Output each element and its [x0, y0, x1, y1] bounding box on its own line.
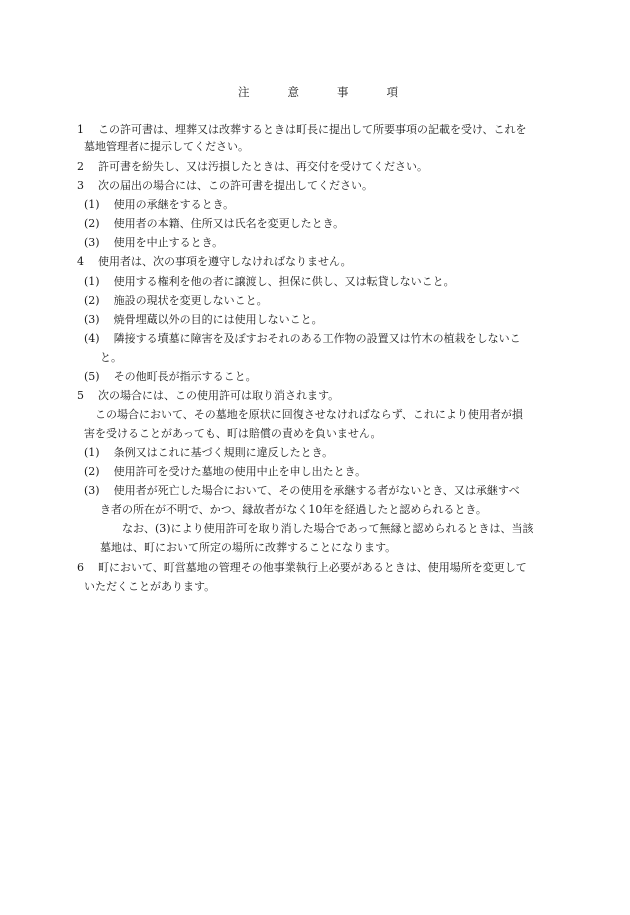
- title-char: 項: [386, 85, 398, 99]
- notice-note-cont: [100, 541, 396, 555]
- subitem-number: (2): [84, 294, 100, 307]
- item-text: 使用者は、次の事項を遵守しなければなりません。: [98, 255, 352, 268]
- item-text: なお、(3)により使用許可を取り消した場合であって無縁と認められるときは、当該: [122, 522, 534, 535]
- notice-item-6: [77, 561, 527, 575]
- notice-subitem: [84, 217, 344, 231]
- item-text: 使用許可を受けた墓地の使用中止を申し出たとき。: [113, 465, 367, 478]
- item-text: 次の届出の場合には、この許可書を提出してください。: [98, 179, 373, 192]
- item-text: 隣接する墳墓に障害を及ぼすおそれのある工作物の設置又は竹木の植栽をしないこ: [113, 332, 521, 345]
- notice-subitem-cont: [100, 351, 122, 365]
- subitem-number: (2): [84, 465, 100, 478]
- item-number: 4: [77, 255, 84, 268]
- item-text: と。: [100, 351, 122, 364]
- subitem-number: (4): [84, 332, 100, 345]
- item-text: この許可書は、埋葬又は改葬するときは町長に提出して所要事項の記載を受け、これを: [98, 123, 527, 136]
- item-text: 墓地管理者に提示してください。: [84, 140, 249, 153]
- item-text: 使用する権利を他の者に譲渡し、担保に供し、又は転貸しないこと。: [113, 275, 455, 288]
- notice-subitem: [84, 332, 521, 346]
- notice-subitem: [84, 370, 257, 384]
- notice-paragraph: [95, 408, 523, 422]
- notice-item-5: [77, 389, 339, 403]
- item-text: その他町長が指示すること。: [113, 370, 257, 383]
- item-text: 使用者の本籍、住所又は氏名を変更したとき。: [113, 217, 345, 230]
- item-text: この場合において、その墓地を原状に回復させなければならず、これにより使用者が損: [95, 408, 523, 421]
- item-number: 5: [77, 389, 84, 402]
- notice-item-2: [77, 160, 428, 174]
- subitem-number: (5): [84, 370, 100, 383]
- item-number: 6: [77, 561, 84, 574]
- item-number: 1: [77, 123, 84, 136]
- notice-subitem: [84, 236, 223, 250]
- subitem-number: (1): [84, 275, 100, 288]
- notice-subitem: [84, 294, 268, 308]
- item-text: 次の場合には、この使用許可は取り消されます。: [98, 389, 340, 402]
- notice-note: [122, 522, 533, 536]
- item-text: いただくことがあります。: [84, 580, 216, 593]
- item-text: 許可書を紛失し、又は汚損したときは、再交付を受けてください。: [98, 160, 428, 173]
- notice-paragraph-cont: [84, 427, 382, 441]
- item-text: 墓地は、町において所定の場所に改葬することになります。: [100, 541, 397, 554]
- notice-subitem: [84, 313, 323, 327]
- title-char: 注: [238, 85, 250, 99]
- notice-subitem: [84, 484, 520, 498]
- subitem-number: (2): [84, 217, 100, 230]
- subitem-number: (3): [84, 313, 100, 326]
- notice-subitem: [84, 275, 455, 289]
- item-text: 使用を中止するとき。: [113, 236, 224, 249]
- notice-item-4: [77, 255, 352, 269]
- title-char: 事: [337, 85, 349, 99]
- item-text: き者の所在が不明で、かつ、縁故者がなく10年を経過したと認められるとき。: [100, 503, 487, 516]
- notice-subitem-cont: [100, 503, 487, 517]
- item-text: 使用者が死亡した場合において、その使用を承継する者がないとき、又は承継すべ: [113, 484, 520, 497]
- item-text: 施設の現状を変更しないこと。: [113, 294, 268, 307]
- notice-item-3: [77, 179, 373, 193]
- notice-item-1-cont: [84, 140, 249, 154]
- subitem-number: (3): [84, 236, 100, 249]
- item-text: 条例又はこれに基づく規則に違反したとき。: [113, 446, 334, 459]
- notice-subitem: [84, 465, 366, 479]
- subitem-number: (1): [84, 198, 100, 211]
- notice-item-6-cont: [84, 580, 215, 594]
- subitem-number: (1): [84, 446, 100, 459]
- title-char: 意: [287, 85, 299, 99]
- notice-subitem: [84, 198, 234, 212]
- page-title: [238, 84, 398, 100]
- notice-item-1: [77, 123, 527, 137]
- item-number: 2: [77, 160, 84, 173]
- notice-subitem: [84, 446, 333, 460]
- item-text: 害を受けることがあっても、町は賠償の責めを負いません。: [84, 427, 382, 440]
- item-text: 町において、町営墓地の管理その他事業執行上必要があるときは、使用場所を変更して: [98, 561, 527, 574]
- item-number: 3: [77, 179, 84, 192]
- item-text: 焼骨埋蔵以外の目的には使用しないこと。: [113, 313, 323, 326]
- subitem-number: (3): [84, 484, 100, 497]
- item-text: 使用の承継をするとき。: [113, 198, 235, 211]
